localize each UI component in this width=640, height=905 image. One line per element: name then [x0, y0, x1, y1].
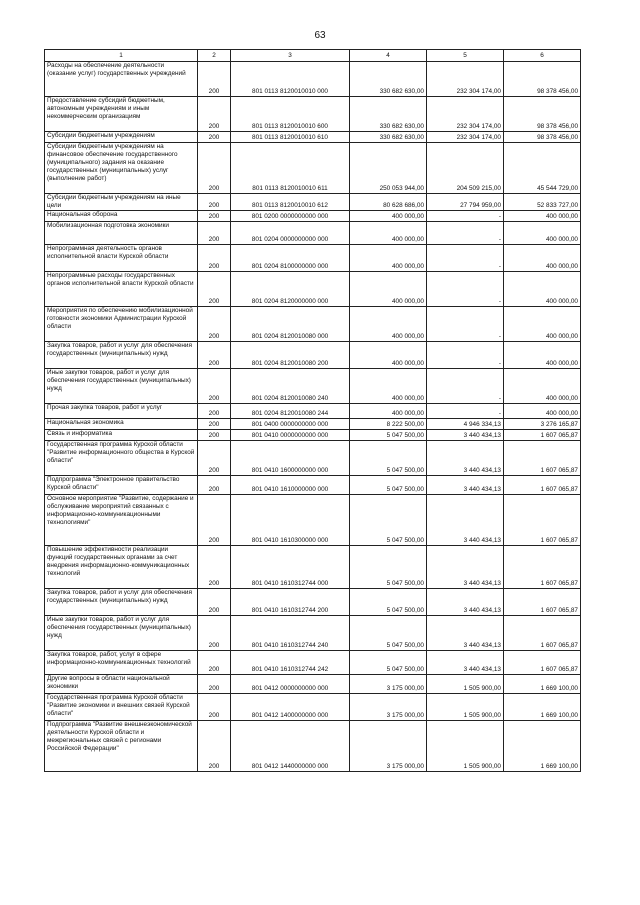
cell-code: 801 0204 8120010080 200: [231, 342, 350, 369]
cell-ch: 200: [198, 476, 231, 495]
cell-v2: -: [427, 272, 504, 307]
cell-v3: 98 378 456,00: [504, 62, 581, 97]
cell-name: Субсидии бюджетным учреждениям на иные цели: [45, 194, 198, 211]
cell-v3: 400 000,00: [504, 342, 581, 369]
cell-v2: 232 304 174,00: [427, 97, 504, 132]
cell-v1: 5 047 500,00: [350, 495, 427, 546]
cell-v2: -: [427, 369, 504, 404]
cell-v2: 3 440 434,13: [427, 589, 504, 616]
cell-v3: 1 669 100,00: [504, 675, 581, 694]
cell-name: Закупка товаров, работ, услуг в сфере информационно-коммуникационных технологий: [45, 651, 198, 675]
cell-v2: 3 440 434,13: [427, 546, 504, 589]
cell-ch: 200: [198, 194, 231, 211]
table-row: [45, 589, 581, 616]
cell-name: Закупка товаров, работ и услуг для обеспечения государственных (муниципальных) нужд: [45, 342, 198, 369]
cell-code: 801 0410 1610300000 000: [231, 495, 350, 546]
cell-code: 801 0204 8120010080 240: [231, 369, 350, 404]
cell-ch: 200: [198, 97, 231, 132]
table-body: [45, 62, 581, 772]
cell-v3: 1 607 065,87: [504, 476, 581, 495]
budget-table: [44, 49, 581, 772]
cell-v3: 52 833 727,00: [504, 194, 581, 211]
cell-v2: -: [427, 404, 504, 419]
cell-v2: -: [427, 342, 504, 369]
cell-code: 801 0204 8120000000 000: [231, 272, 350, 307]
cell-ch: 200: [198, 404, 231, 419]
cell-ch: 200: [198, 546, 231, 589]
cell-ch: 200: [198, 245, 231, 272]
cell-ch: 200: [198, 342, 231, 369]
table-row: [45, 211, 581, 222]
cell-v3: 1 669 100,00: [504, 721, 581, 772]
cell-ch: 200: [198, 721, 231, 772]
table-row: [45, 132, 581, 143]
cell-ch: 200: [198, 441, 231, 476]
cell-v1: 400 000,00: [350, 369, 427, 404]
cell-v2: 232 304 174,00: [427, 62, 504, 97]
cell-ch: 200: [198, 694, 231, 721]
cell-v3: 98 378 456,00: [504, 132, 581, 143]
column-header: 1: [45, 50, 198, 62]
cell-ch: 200: [198, 62, 231, 97]
cell-code: 801 0204 8120010080 244: [231, 404, 350, 419]
cell-v2: -: [427, 245, 504, 272]
cell-v3: 400 000,00: [504, 211, 581, 222]
cell-code: 801 0113 8120010010 000: [231, 62, 350, 97]
cell-ch: 200: [198, 430, 231, 441]
table-row: [45, 546, 581, 589]
table-row: [45, 616, 581, 651]
cell-code: 801 0410 1610312744 200: [231, 589, 350, 616]
cell-v1: 330 682 630,00: [350, 62, 427, 97]
cell-name: Расходы на обеспечение деятельности (оказание услуг) государственных учреждений: [45, 62, 198, 97]
table-row: [45, 222, 581, 245]
cell-code: 801 0113 8120010010 612: [231, 194, 350, 211]
cell-ch: 200: [198, 419, 231, 430]
cell-v1: 3 175 000,00: [350, 721, 427, 772]
cell-v1: 5 047 500,00: [350, 476, 427, 495]
cell-name: Национальная оборона: [45, 211, 198, 222]
cell-v2: -: [427, 307, 504, 342]
column-header: 4: [350, 50, 427, 62]
cell-code: 801 0412 0000000000 000: [231, 675, 350, 694]
cell-v3: 1 607 065,87: [504, 589, 581, 616]
cell-code: 801 0410 1600000000 000: [231, 441, 350, 476]
cell-code: 801 0410 1610312744 242: [231, 651, 350, 675]
cell-ch: 200: [198, 143, 231, 194]
cell-v3: 1 607 065,87: [504, 616, 581, 651]
cell-v2: 4 946 334,13: [427, 419, 504, 430]
cell-v2: 3 440 434,13: [427, 495, 504, 546]
table-header-row: [45, 50, 581, 62]
column-header: 2: [198, 50, 231, 62]
cell-code: 801 0410 1610312744 000: [231, 546, 350, 589]
cell-code: 801 0410 0000000000 000: [231, 430, 350, 441]
cell-v1: 5 047 500,00: [350, 441, 427, 476]
cell-v1: 5 047 500,00: [350, 589, 427, 616]
table-row: [45, 651, 581, 675]
cell-v2: -: [427, 211, 504, 222]
cell-code: 801 0113 8120010010 600: [231, 97, 350, 132]
table-row: [45, 476, 581, 495]
cell-code: 801 0200 0000000000 000: [231, 211, 350, 222]
cell-name: Прочая закупка товаров, работ и услуг: [45, 404, 198, 419]
cell-v3: 1 607 065,87: [504, 546, 581, 589]
cell-name: Другие вопросы в области национальной экономики: [45, 675, 198, 694]
cell-name: Мероприятия по обеспечению мобилизационной готовности экономики Администрации Курской области: [45, 307, 198, 342]
cell-v2: 3 440 434,13: [427, 616, 504, 651]
cell-ch: 200: [198, 369, 231, 404]
cell-name: Субсидии бюджетным учреждениям на финансовое обеспечение государственного (муниципального) задания на оказание государственных (муниципальных) услуг (выполнение работ): [45, 143, 198, 194]
cell-ch: 200: [198, 211, 231, 222]
cell-v3: 400 000,00: [504, 307, 581, 342]
cell-v2: 1 505 900,00: [427, 675, 504, 694]
column-header: 6: [504, 50, 581, 62]
cell-v1: 80 628 686,00: [350, 194, 427, 211]
cell-v3: 400 000,00: [504, 222, 581, 245]
table-row: [45, 245, 581, 272]
table-row: [45, 675, 581, 694]
cell-name: Государственная программа Курской области "Развитие информационного общества в Курской области": [45, 441, 198, 476]
cell-name: Подпрограмма "Развитие внешнеэкономической деятельности Курской области и межрегиональных связей с регионами Российской Федерации": [45, 721, 198, 772]
cell-name: Непрограммные расходы государственных органов исполнительной власти Курской области: [45, 272, 198, 307]
cell-code: 801 0400 0000000000 000: [231, 419, 350, 430]
cell-name: Иные закупки товаров, работ и услуг для обеспечения государственных (муниципальных) нужд: [45, 369, 198, 404]
cell-code: 801 0410 1610312744 240: [231, 616, 350, 651]
cell-v1: 330 682 630,00: [350, 132, 427, 143]
table-row: [45, 495, 581, 546]
cell-v1: 5 047 500,00: [350, 616, 427, 651]
table-row: [45, 430, 581, 441]
cell-v1: 400 000,00: [350, 342, 427, 369]
cell-code: 801 0204 0000000000 000: [231, 222, 350, 245]
cell-v1: 330 682 630,00: [350, 97, 427, 132]
cell-v1: 3 175 000,00: [350, 694, 427, 721]
cell-v2: 3 440 434,13: [427, 430, 504, 441]
cell-v1: 400 000,00: [350, 272, 427, 307]
cell-v1: 400 000,00: [350, 245, 427, 272]
table-row: [45, 272, 581, 307]
table-row: [45, 419, 581, 430]
cell-ch: 200: [198, 495, 231, 546]
cell-name: Непрограммная деятельность органов исполнительной власти Курской области: [45, 245, 198, 272]
cell-v1: 250 053 944,00: [350, 143, 427, 194]
column-header: 5: [427, 50, 504, 62]
cell-name: Подпрограмма "Электронное правительство Курской области": [45, 476, 198, 495]
table-row: [45, 369, 581, 404]
column-header: 3: [231, 50, 350, 62]
cell-v1: 5 047 500,00: [350, 430, 427, 441]
cell-ch: 200: [198, 307, 231, 342]
cell-ch: 200: [198, 272, 231, 307]
cell-v2: 3 440 434,13: [427, 651, 504, 675]
cell-v3: 3 276 165,87: [504, 419, 581, 430]
cell-code: 801 0412 1400000000 000: [231, 694, 350, 721]
cell-v3: 1 607 065,87: [504, 651, 581, 675]
cell-v1: 400 000,00: [350, 222, 427, 245]
cell-v2: 232 304 174,00: [427, 132, 504, 143]
cell-ch: 200: [198, 675, 231, 694]
cell-name: Закупка товаров, работ и услуг для обеспечения государственных (муниципальных) нужд: [45, 589, 198, 616]
cell-v2: 204 509 215,00: [427, 143, 504, 194]
cell-v3: 400 000,00: [504, 404, 581, 419]
table-row: [45, 721, 581, 772]
cell-name: Предоставление субсидий бюджетным, автономным учреждениям и иным некоммерческим организациям: [45, 97, 198, 132]
table-row: [45, 143, 581, 194]
cell-v3: 1 607 065,87: [504, 495, 581, 546]
cell-v1: 8 222 500,00: [350, 419, 427, 430]
cell-v3: 98 378 456,00: [504, 97, 581, 132]
cell-code: 801 0113 8120010010 610: [231, 132, 350, 143]
cell-v3: 400 000,00: [504, 369, 581, 404]
table-row: [45, 342, 581, 369]
cell-code: 801 0410 1610000000 000: [231, 476, 350, 495]
table-row: [45, 404, 581, 419]
cell-v3: 400 000,00: [504, 272, 581, 307]
cell-v2: -: [427, 222, 504, 245]
cell-name: Иные закупки товаров, работ и услуг для обеспечения государственных (муниципальных) нужд: [45, 616, 198, 651]
cell-v2: 1 505 900,00: [427, 694, 504, 721]
cell-v3: 1 607 065,87: [504, 441, 581, 476]
table-row: [45, 694, 581, 721]
cell-v1: 400 000,00: [350, 404, 427, 419]
cell-ch: 200: [198, 616, 231, 651]
cell-v1: 400 000,00: [350, 307, 427, 342]
cell-v3: 1 669 100,00: [504, 694, 581, 721]
table-row: [45, 194, 581, 211]
cell-name: Повышение эффективности реализации функций государственных органами за счет внедрения информационно-коммуникационных технологий: [45, 546, 198, 589]
cell-v2: 3 440 434,13: [427, 441, 504, 476]
page-number: 63: [314, 30, 326, 41]
cell-v1: 5 047 500,00: [350, 546, 427, 589]
cell-ch: 200: [198, 589, 231, 616]
cell-code: 801 0412 1440000000 000: [231, 721, 350, 772]
cell-v3: 45 544 729,00: [504, 143, 581, 194]
cell-name: Национальная экономика: [45, 419, 198, 430]
table-row: [45, 307, 581, 342]
cell-v2: 3 440 434,13: [427, 476, 504, 495]
cell-name: Мобилизационная подготовка экономики: [45, 222, 198, 245]
cell-v3: 1 607 065,87: [504, 430, 581, 441]
cell-name: Субсидии бюджетным учреждениям: [45, 132, 198, 143]
cell-name: Связь и информатика: [45, 430, 198, 441]
cell-v1: 5 047 500,00: [350, 651, 427, 675]
table-row: [45, 62, 581, 97]
cell-v1: 400 000,00: [350, 211, 427, 222]
cell-name: Государственная программа Курской области "Развитие экономики и внешних связей Курской области": [45, 694, 198, 721]
table-row: [45, 97, 581, 132]
cell-v1: 3 175 000,00: [350, 675, 427, 694]
table-row: [45, 441, 581, 476]
cell-code: 801 0204 8100000000 000: [231, 245, 350, 272]
cell-ch: 200: [198, 651, 231, 675]
cell-code: 801 0204 8120010080 000: [231, 307, 350, 342]
cell-v3: 400 000,00: [504, 245, 581, 272]
cell-code: 801 0113 8120010010 611: [231, 143, 350, 194]
cell-name: Основное мероприятие "Развитие, содержание и обслуживание мероприятий связанных с информационно-коммуникационными технологиями": [45, 495, 198, 546]
cell-v2: 27 794 959,00: [427, 194, 504, 211]
cell-v2: 1 505 900,00: [427, 721, 504, 772]
cell-ch: 200: [198, 222, 231, 245]
cell-ch: 200: [198, 132, 231, 143]
